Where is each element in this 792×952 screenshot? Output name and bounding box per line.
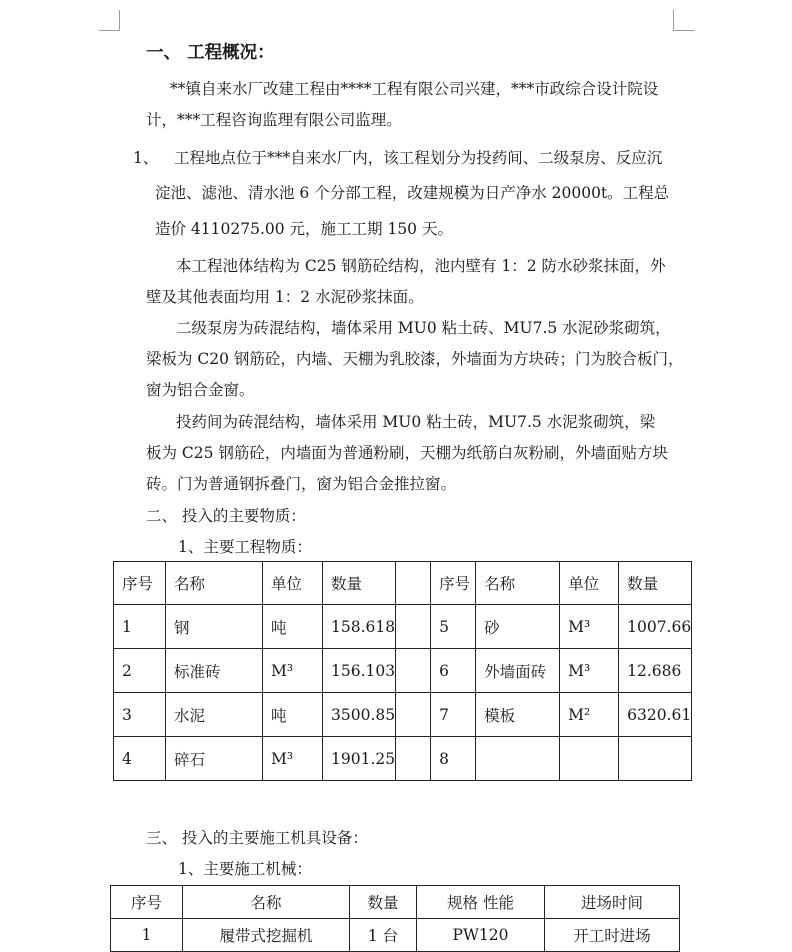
table-header-cell: 名称 bbox=[476, 562, 560, 605]
table-cell: 模板 bbox=[476, 693, 560, 737]
table-header-cell: 数量 bbox=[619, 562, 692, 605]
table-cell: 吨 bbox=[263, 693, 323, 737]
table-cell bbox=[396, 649, 431, 693]
table-cell: 4 bbox=[114, 737, 166, 781]
pump-para-line-1: 二级泵房为砖混结构，墙体采用 MU0 粘土砖、MU7.5 水泥砂浆砌筑， bbox=[176, 319, 671, 337]
table-cell: 158.618 bbox=[323, 605, 396, 649]
pool-para-line-2: 壁及其他表面均用 1：2 水泥砂浆抹面。 bbox=[146, 288, 424, 306]
table-cell: 标准砖 bbox=[166, 649, 263, 693]
table-row bbox=[114, 693, 692, 737]
section-heading-equipment: 三、 投入的主要施工机具设备： bbox=[146, 829, 368, 847]
table-cell: 水泥 bbox=[166, 693, 263, 737]
table-header-cell: 进场时间 bbox=[545, 886, 680, 919]
table-header-cell: 名称 bbox=[183, 886, 350, 919]
table-cell: 6 bbox=[431, 649, 476, 693]
table-cell bbox=[619, 737, 692, 781]
table-cell: 8 bbox=[431, 737, 476, 781]
table-cell: 6320.61 bbox=[619, 693, 692, 737]
dosing-para-line-3: 砖。门为普通钢拆叠门，窗为铝合金推拉窗。 bbox=[146, 475, 457, 493]
item-number: 1、 bbox=[133, 149, 159, 167]
table-cell: 7 bbox=[431, 693, 476, 737]
equipment-subheading: 1、主要施工机械： bbox=[178, 860, 312, 878]
item1-line-3: 造价 4110275.00 元，施工工期 150 天。 bbox=[155, 220, 453, 238]
pump-para-line-2: 梁板为 C20 钢筋砼，内墙、天棚为乳胶漆，外墙面为方块砖；门为胶合板门， bbox=[146, 350, 684, 368]
table-header-row bbox=[114, 562, 692, 605]
table-cell: 3500.85 bbox=[323, 693, 396, 737]
table-row bbox=[114, 649, 692, 693]
table-cell bbox=[396, 605, 431, 649]
table-cell bbox=[476, 737, 560, 781]
materials-subheading: 1、主要工程物质： bbox=[178, 538, 312, 556]
pump-para-line-3: 窗为铝合金窗。 bbox=[146, 381, 255, 399]
table-row bbox=[114, 737, 692, 781]
table-header-cell: 数量 bbox=[350, 886, 417, 919]
table-cell: 吨 bbox=[263, 605, 323, 649]
intro-line-1: **镇自来水厂改建工程由****工程有限公司兴建，***市政综合设计院设 bbox=[170, 80, 659, 98]
page-corner-mark-top-right bbox=[673, 10, 694, 31]
materials-table bbox=[113, 561, 692, 781]
dosing-para-line-2: 板为 C25 钢筋砼，内墙面为普通粉刷，天棚为纸筋白灰粉刷，外墙面贴方块 bbox=[146, 444, 668, 462]
dosing-para-line-1: 投药间为砖混结构，墙体采用 MU0 粘土砖，MU7.5 水泥浆砌筑，梁 bbox=[176, 413, 656, 431]
table-cell: 外墙面砖 bbox=[476, 649, 560, 693]
table-cell: 开工时进场 bbox=[545, 919, 680, 952]
table-cell: 履带式挖掘机 bbox=[183, 919, 350, 952]
pool-para-line-1: 本工程池体结构为 C25 钢筋砼结构，池内壁有 1：2 防水砂浆抹面，外 bbox=[176, 257, 666, 275]
table-header-row bbox=[111, 886, 680, 919]
page-corner-mark-top-left bbox=[99, 10, 120, 31]
table-cell: 钢 bbox=[166, 605, 263, 649]
table-cell: M³ bbox=[560, 649, 619, 693]
table-cell bbox=[560, 737, 619, 781]
table-cell: M³ bbox=[263, 737, 323, 781]
section-heading-overview: 一、 工程概况： bbox=[146, 43, 275, 63]
table-header-cell: 序号 bbox=[114, 562, 166, 605]
table-cell: M² bbox=[560, 693, 619, 737]
table-cell: 碎石 bbox=[166, 737, 263, 781]
table-cell: 5 bbox=[431, 605, 476, 649]
table-header-cell: 数量 bbox=[323, 562, 396, 605]
table-cell: 1007.66 bbox=[619, 605, 692, 649]
table-cell bbox=[396, 737, 431, 781]
table-header-cell: 序号 bbox=[431, 562, 476, 605]
table-header-cell bbox=[396, 562, 431, 605]
table-cell: 2 bbox=[114, 649, 166, 693]
table-cell: 1 bbox=[111, 919, 183, 952]
table-cell: 156.103 bbox=[323, 649, 396, 693]
table-cell: 1 台 bbox=[350, 919, 417, 952]
table-cell: 1 bbox=[114, 605, 166, 649]
table-header-cell: 单位 bbox=[263, 562, 323, 605]
table-header-cell: 名称 bbox=[166, 562, 263, 605]
table-header-cell: 规格 性能 bbox=[417, 886, 545, 919]
item1-line-1: 工程地点位于***自来水厂内，该工程划分为投药间、二级泵房、反应沉 bbox=[174, 149, 663, 167]
table-row bbox=[111, 919, 680, 952]
table-cell: M³ bbox=[263, 649, 323, 693]
table-cell: 12.686 bbox=[619, 649, 692, 693]
section-heading-materials: 二、 投入的主要物质： bbox=[146, 507, 306, 525]
item1-line-2: 淀池、滤池、清水池 6 个分部工程，改建规模为日产净水 20000t。工程总 bbox=[155, 184, 670, 202]
table-cell: PW120 bbox=[417, 919, 545, 952]
intro-line-2: 计，***工程咨询监理有限公司监理。 bbox=[146, 111, 402, 129]
table-header-cell: 序号 bbox=[111, 886, 183, 919]
table-cell: 砂 bbox=[476, 605, 560, 649]
table-row bbox=[114, 605, 692, 649]
equipment-table bbox=[110, 885, 680, 952]
table-cell bbox=[396, 693, 431, 737]
table-cell: M³ bbox=[560, 605, 619, 649]
table-cell: 3 bbox=[114, 693, 166, 737]
table-cell: 1901.25 bbox=[323, 737, 396, 781]
table-header-cell: 单位 bbox=[560, 562, 619, 605]
